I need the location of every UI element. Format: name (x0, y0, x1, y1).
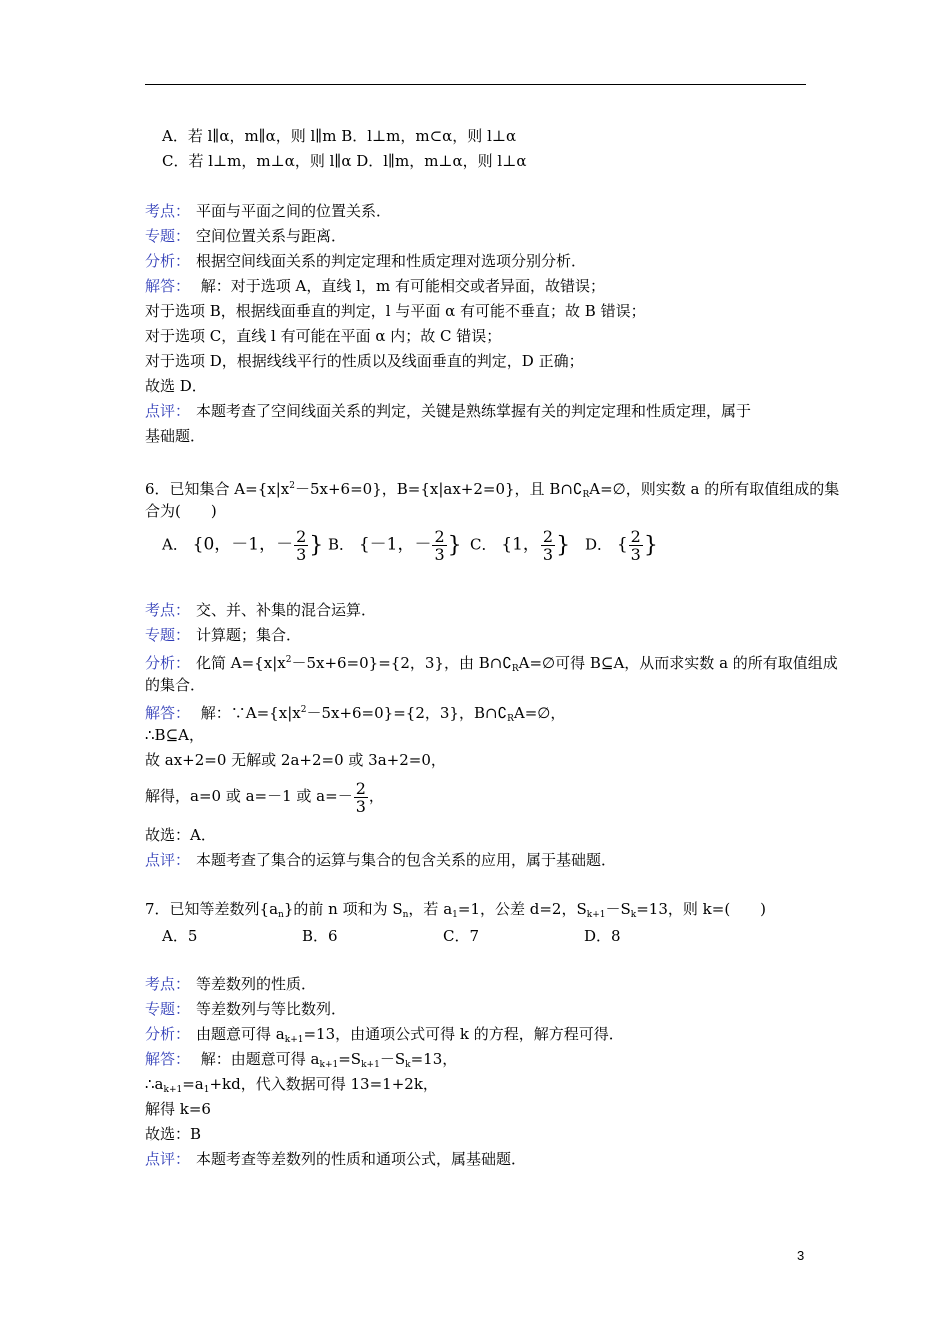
q6-stem: 6．已知集合 $A=\{x|x^2-5x+6=0\}$，B={x|ax+2=0}，且 $B\cap∁_RA=\emptyset$，则实数 a 的所有取值组成的集 (145, 480, 840, 500)
q7-option-c: C．7 (443, 927, 480, 945)
q5-zhuanti: 专题： 空间位置关系与距离． (145, 227, 347, 245)
q7-stem: 7．已知等差数列$\{a_n\}$的前 n 项和为 $S_n$，若 $a_1=1$，公差 d=2，$S_{k+1}-S_k=13$，则 k=( ) (145, 900, 767, 920)
header-rule (145, 84, 806, 85)
q7-dianping: 点评： 本题考查等差数列的性质和通项公式，属基础题． (145, 1150, 527, 1168)
q5-fenxi: 分析： 根据空间线面关系的判定定理和性质定理对选项分别分析． (145, 252, 587, 270)
q6-fenxi-cont: 的集合． (145, 676, 206, 694)
kaodian-label: 考点： (145, 975, 191, 993)
dianping-label: 点评： (145, 402, 191, 420)
q5-dianping: 点评： 本题考查了空间线面关系的判定，关键是熟练掌握有关的判定定理和性质定理，属于 (145, 402, 752, 420)
q7-jieda: 解答： 解：由题意可得 $a_{k+1}=S_{k+1}-S_k=13$， (145, 1050, 458, 1070)
q6-option-a: A． {0，－1，－ $\frac{2}{3}$ } (162, 527, 324, 564)
jieda-label: 解答： (145, 1050, 191, 1068)
q5-solution-line: 对于选项 D，根据线线平行的性质以及线面垂直的判定，D 正确； (145, 352, 584, 370)
q6-fenxi: 分析： 化简 $A=\{x|x^2-5x+6=0\}=\{2$，3}，由 $B\cap∁_RA=\emptyset$可得 B⊆A，从而求实数 a 的所有取值组成 (145, 654, 838, 674)
q7-option-a: A．5 (162, 927, 198, 945)
q6-kaodian: 考点： 交、并、补集的混合运算． (145, 601, 377, 619)
q5-dianping-cont: 基础题． (145, 427, 206, 445)
kaodian-label: 考点： (145, 601, 191, 619)
q6-dianping: 点评： 本题考查了集合的运算与集合的包含关系的应用，属于基础题． (145, 851, 617, 869)
q5-solution-line: 对于选项 B，根据线面垂直的判定，l 与平面 α 有可能不垂直；故 B 错误； (145, 302, 646, 320)
dianping-label: 点评： (145, 1150, 191, 1168)
zhuanti-label: 专题： (145, 227, 191, 245)
q5-solution-line: 故选 D． (145, 377, 207, 395)
q6-option-c: C． {1， $\frac{2}{3}$ } (470, 527, 571, 564)
q6-jieda: 解答： 解：$\because A=\{x|x^2-5x+6=0\}=\{2$，3}，$B\cap∁_RA=\emptyset$， (145, 704, 566, 724)
dianping-label: 点评： (145, 851, 191, 869)
zhuanti-label: 专题： (145, 1000, 191, 1018)
q6-option-d: D． { $\frac{2}{3}$ } (585, 527, 658, 564)
q5-kaodian: 考点： 平面与平面之间的位置关系． (145, 202, 392, 220)
q5-options-cd: C．若 l⊥m，m⊥α，则 l∥α D．l∥m，m⊥α，则 l⊥α (162, 152, 527, 170)
q7-kaodian: 考点： 等差数列的性质． (145, 975, 317, 993)
q6-solution-line: ∴B⊆A， (145, 726, 204, 744)
page-number: 3 (797, 1248, 805, 1263)
q7-solution-line: $\therefore a_{k+1}=a_1+kd$，代入数据可得 13=1+2k， (145, 1075, 438, 1095)
q7-option-d: D．8 (584, 927, 621, 945)
q6-solution-line: 故 ax+2=0 无解或 2a+2=0 或 3a+2=0， (145, 751, 446, 769)
zhuanti-label: 专题： (145, 626, 191, 644)
q6-stem-cont: 合为( ) (145, 502, 217, 520)
kaodian-label: 考点： (145, 202, 191, 220)
fraction: $\frac{2}{3}$ (355, 778, 366, 816)
jieda-label: 解答： (145, 704, 191, 722)
jieda-label: 解答： (145, 277, 191, 295)
q7-solution-line: 故选：B (145, 1125, 202, 1143)
fraction: $\frac{2}{3}$ (630, 527, 641, 564)
q6-solution-line: 解得，a=0 或 a=－1 或 a=－ $\frac{2}{3}$ ， (145, 778, 384, 816)
q7-zhuanti: 专题： 等差数列与等比数列． (145, 1000, 347, 1018)
fenxi-label: 分析： (145, 654, 191, 672)
q6-zhuanti: 专题： 计算题；集合． (145, 626, 302, 644)
q7-fenxi: 分析： 由题意可得 $a_{k+1}=13$，由通项公式可得 k 的方程，解方程可得． (145, 1025, 624, 1045)
q5-solution-line: 对于选项 C，直线 l 有可能在平面 α 内；故 C 错误； (145, 327, 502, 345)
q7-option-b: B．6 (302, 927, 338, 945)
q7-solution-line: 解得 k=6 (145, 1100, 211, 1118)
fraction: $\frac{2}{3}$ (434, 527, 445, 564)
q6-option-b: B． {－1，－ $\frac{2}{3}$ } (328, 527, 462, 564)
q5-jieda: 解答： 解：对于选项 A，直线 l，m 有可能相交或者异面，故错误； (145, 277, 605, 295)
fraction: $\frac{2}{3}$ (542, 527, 554, 564)
fenxi-label: 分析： (145, 1025, 191, 1043)
q5-options-ab: A．若 l∥α，m∥α，则 l∥m B．l⊥m，m⊂α，则 l⊥α (162, 127, 517, 145)
fenxi-label: 分析： (145, 252, 191, 270)
fraction: $\frac{2}{3}$ (296, 527, 307, 564)
q6-solution-line: 故选：A． (145, 826, 216, 844)
